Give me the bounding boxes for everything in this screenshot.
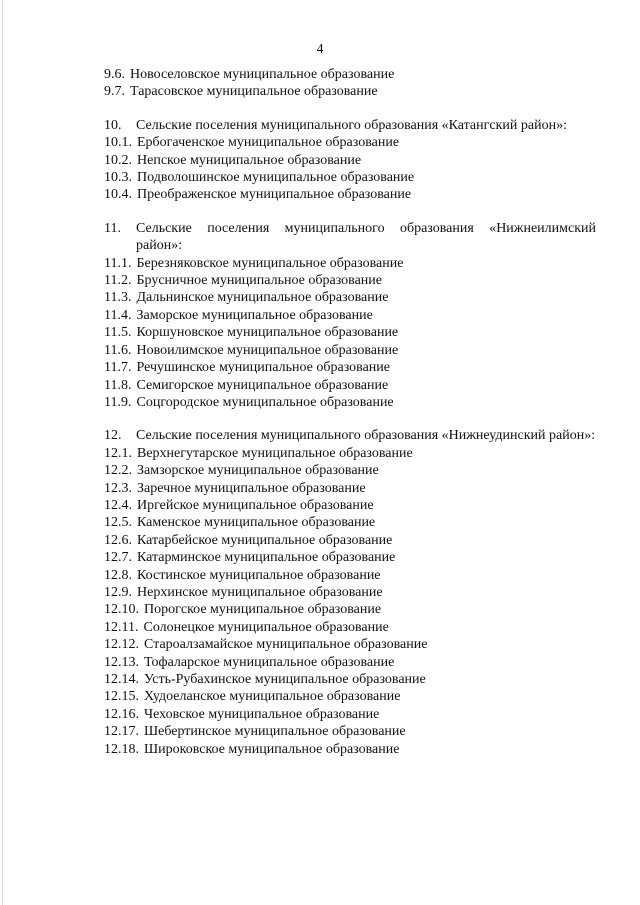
list-item (104, 83, 596, 100)
list-item (104, 601, 596, 618)
list-item (104, 654, 596, 671)
page-number: 4 (316, 42, 324, 57)
list-item (104, 688, 596, 705)
item-number: 11.1. (104, 255, 132, 271)
list-item (104, 66, 596, 83)
item-text: Худоеланское муниципальное образование (144, 689, 401, 705)
item-number: 10.4. (104, 187, 132, 203)
list-item (104, 636, 596, 653)
item-text: Староалзамайское муниципальное образование (144, 637, 428, 653)
item-text: Дальнинское муниципальное образование (136, 290, 389, 306)
list-item (104, 619, 596, 636)
section-gap (104, 411, 596, 427)
list-item (104, 272, 596, 289)
item-number: 12.16. (104, 706, 139, 722)
section-title: Сельские поселения муниципального образования «Нижнеудинский район»: (136, 428, 596, 444)
list-item (104, 307, 596, 324)
item-number: 12.15. (104, 689, 139, 705)
item-text: Иргейское муниципальное образование (137, 497, 374, 513)
section-number: 12. (104, 428, 122, 444)
item-number: 12.9. (104, 584, 132, 600)
item-number: 11.2. (104, 273, 132, 289)
item-number: 12.10. (104, 602, 139, 618)
item-text: Катарбейское муниципальное образование (137, 532, 393, 548)
item-text: Усть-Рубахинское муниципальное образование (144, 672, 426, 687)
list-item (104, 152, 596, 169)
item-number: 12.17. (104, 724, 139, 740)
list-item (104, 671, 596, 688)
list-item (104, 359, 596, 376)
item-text: Широковское муниципальное образование (144, 741, 400, 757)
item-text: Верхнегутарское муниципальное образование (137, 445, 413, 461)
item-text: Преображенское муниципальное образование (137, 187, 412, 203)
item-number: 12.5. (104, 515, 132, 531)
section-gap (104, 101, 596, 117)
item-text: Брусничное муниципальное образование (136, 273, 382, 289)
item-text: Нерхинское муниципальное образование (137, 584, 383, 600)
item-text: Замзорское муниципальное образование (137, 463, 379, 479)
item-number: 12.1. (104, 445, 132, 461)
item-number: 9.6. (104, 67, 125, 82)
item-number: 11.6. (104, 342, 132, 358)
section-heading (104, 117, 596, 134)
list-item (104, 462, 596, 479)
item-number: 12.6. (104, 532, 132, 548)
item-text: Солонецкое муниципальное образование (143, 619, 389, 635)
section-number: 11. (104, 220, 121, 236)
list-item (104, 514, 596, 531)
list-item (104, 377, 596, 394)
list-item (104, 584, 596, 601)
item-text: Березняковское муниципальное образование (136, 255, 404, 271)
item-number: 10.3. (104, 170, 132, 186)
list-item (104, 255, 596, 272)
section-gap (104, 204, 596, 220)
item-text: Чеховское муниципальное образование (144, 706, 380, 722)
item-text: Шебертинское муниципальное образование (144, 724, 406, 740)
item-text: Соцгородское муниципальное образование (136, 394, 394, 410)
item-text: Костинское муниципальное образование (137, 567, 381, 583)
item-text: Тофаларское муниципальное образование (144, 654, 395, 670)
item-number: 11.3. (104, 290, 132, 306)
item-number: 12.2. (104, 463, 132, 479)
item-text: Катарминское муниципальное образование (137, 550, 396, 566)
item-number: 12.18. (104, 741, 139, 757)
section-number: 10. (104, 117, 122, 133)
item-text: Заречное муниципальное образование (137, 480, 366, 496)
item-number: 12.4. (104, 497, 132, 513)
list-item (104, 394, 596, 411)
item-number: 11.4. (104, 307, 132, 323)
item-text: Новоселовское муниципальное образование (130, 67, 395, 82)
list-item (104, 741, 596, 758)
list-item (104, 445, 596, 462)
list-item (104, 567, 596, 584)
document-body (104, 66, 596, 758)
list-item (104, 497, 596, 514)
item-text: Порогское муниципальное образование (144, 602, 382, 618)
item-text: Заморское муниципальное образование (136, 307, 373, 323)
section-heading (104, 427, 596, 444)
item-text: Коршуновское муниципальное образование (136, 325, 399, 341)
item-text: Семигорское муниципальное образование (136, 377, 389, 393)
list-item (104, 532, 596, 549)
item-number: 9.7. (104, 84, 125, 100)
list-item (104, 723, 596, 740)
item-text: Ербогаченское муниципальное образование (137, 135, 400, 151)
scan-edge (2, 0, 3, 905)
item-number: 12.12. (104, 637, 139, 653)
list-item (104, 289, 596, 306)
item-text: Речушинское муниципальное образование (136, 360, 390, 376)
section-title: Сельские поселения муниципального образования «Катангский район»: (136, 117, 567, 133)
item-number: 10.2. (104, 152, 132, 168)
item-number: 10.1. (104, 135, 132, 151)
item-text: Каменское муниципальное образование (137, 515, 376, 531)
list-item (104, 706, 596, 723)
item-number: 12.11. (104, 619, 139, 635)
list-item (104, 324, 596, 341)
list-item (104, 134, 596, 151)
item-text: Тарасовское муниципальное образование (130, 84, 378, 100)
item-number: 12.14. (104, 672, 139, 687)
item-number: 12.8. (104, 567, 132, 583)
item-text: Новоилимское муниципальное образование (136, 342, 399, 358)
section-title: Сельские поселения муниципального образования «Нижнеилимский район»: (136, 220, 596, 254)
section-heading (104, 220, 596, 255)
item-number: 11.7. (104, 360, 132, 376)
item-text: Непское муниципальное образование (137, 152, 362, 168)
list-item (104, 342, 596, 359)
list-item (104, 549, 596, 566)
item-number: 11.8. (104, 377, 132, 393)
item-number: 12.7. (104, 550, 132, 566)
item-number: 11.5. (104, 325, 132, 341)
item-text: Подволошинское муниципальное образование (137, 170, 415, 186)
list-item (104, 186, 596, 203)
item-number: 12.13. (104, 654, 139, 670)
item-number: 11.9. (104, 394, 132, 410)
list-item (104, 169, 596, 186)
list-item (104, 480, 596, 497)
item-number: 12.3. (104, 480, 132, 496)
